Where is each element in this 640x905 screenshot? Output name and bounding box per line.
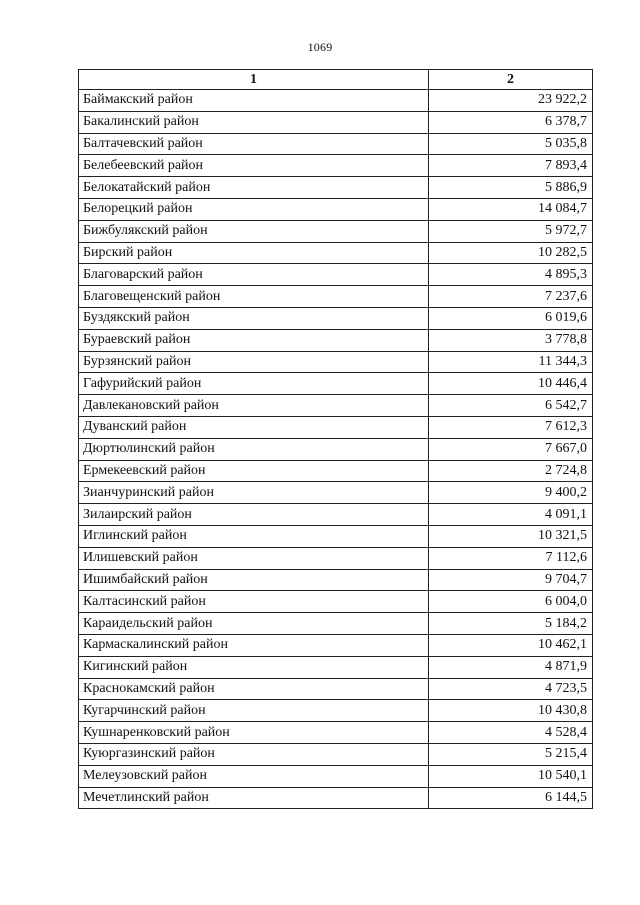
- amount-cell: 7 237,6: [429, 286, 593, 308]
- table-row: [79, 787, 593, 809]
- data-table: [78, 69, 593, 809]
- district-name-cell: Ишимбайский район: [79, 569, 429, 591]
- table-row: [79, 329, 593, 351]
- district-name-cell: Давлекановский район: [79, 395, 429, 417]
- district-name-cell: Благовещенский район: [79, 286, 429, 308]
- district-name-cell: Караидельский район: [79, 613, 429, 635]
- amount-cell: 10 430,8: [429, 700, 593, 722]
- table-row: [79, 591, 593, 613]
- table-row: [79, 569, 593, 591]
- amount-cell: 7 893,4: [429, 155, 593, 177]
- table-row: [79, 504, 593, 526]
- table-row: [79, 547, 593, 569]
- amount-cell: 7 667,0: [429, 438, 593, 460]
- table-row: [79, 525, 593, 547]
- amount-cell: 4 723,5: [429, 678, 593, 700]
- amount-cell: 7 112,6: [429, 547, 593, 569]
- amount-cell: 10 446,4: [429, 373, 593, 395]
- district-name-cell: Краснокамский район: [79, 678, 429, 700]
- district-name-cell: Зилаирский район: [79, 504, 429, 526]
- table-row: [79, 743, 593, 765]
- district-name-cell: Бурзянский район: [79, 351, 429, 373]
- amount-cell: 4 871,9: [429, 656, 593, 678]
- table-row: [79, 177, 593, 199]
- table-row: [79, 111, 593, 133]
- amount-cell: 5 184,2: [429, 613, 593, 635]
- district-name-cell: Балтачевский район: [79, 133, 429, 155]
- table-row: [79, 482, 593, 504]
- amount-cell: 6 144,5: [429, 787, 593, 809]
- district-name-cell: Бакалинский район: [79, 111, 429, 133]
- table-row: [79, 90, 593, 112]
- table-row: [79, 678, 593, 700]
- table-row: [79, 395, 593, 417]
- table-row: [79, 613, 593, 635]
- table-row: [79, 634, 593, 656]
- table-row: [79, 765, 593, 787]
- amount-cell: 5 972,7: [429, 220, 593, 242]
- table-body: [79, 90, 593, 809]
- table-header-row: [79, 70, 593, 90]
- district-name-cell: Калтасинский район: [79, 591, 429, 613]
- amount-cell: 4 091,1: [429, 504, 593, 526]
- amount-cell: 6 019,6: [429, 307, 593, 329]
- district-name-cell: Ермекеевский район: [79, 460, 429, 482]
- table-row: [79, 155, 593, 177]
- column-header-2: 2: [429, 70, 593, 90]
- district-name-cell: Дуванский район: [79, 416, 429, 438]
- district-name-cell: Гафурийский район: [79, 373, 429, 395]
- amount-cell: 5 035,8: [429, 133, 593, 155]
- district-name-cell: Кушнаренковский район: [79, 722, 429, 744]
- amount-cell: 7 612,3: [429, 416, 593, 438]
- amount-cell: 6 378,7: [429, 111, 593, 133]
- amount-cell: 6 542,7: [429, 395, 593, 417]
- district-name-cell: Белебеевский район: [79, 155, 429, 177]
- table-row: [79, 460, 593, 482]
- page-number: 1069: [307, 40, 333, 54]
- table-row: [79, 307, 593, 329]
- amount-cell: 9 400,2: [429, 482, 593, 504]
- table-row: [79, 220, 593, 242]
- table-row: [79, 722, 593, 744]
- amount-cell: 3 778,8: [429, 329, 593, 351]
- table-row: [79, 416, 593, 438]
- district-name-cell: Бижбулякский район: [79, 220, 429, 242]
- district-name-cell: Белорецкий район: [79, 198, 429, 220]
- amount-cell: 9 704,7: [429, 569, 593, 591]
- table-row: [79, 700, 593, 722]
- district-name-cell: Мечетлинский район: [79, 787, 429, 809]
- amount-cell: 4 528,4: [429, 722, 593, 744]
- table-row: [79, 286, 593, 308]
- district-name-cell: Кигинский район: [79, 656, 429, 678]
- table-row: [79, 133, 593, 155]
- table-row: [79, 351, 593, 373]
- amount-cell: 10 282,5: [429, 242, 593, 264]
- amount-cell: 10 462,1: [429, 634, 593, 656]
- table-row: [79, 264, 593, 286]
- column-header-1: 1: [79, 70, 429, 90]
- district-name-cell: Зианчуринский район: [79, 482, 429, 504]
- district-name-cell: Дюртюлинский район: [79, 438, 429, 460]
- amount-cell: 4 895,3: [429, 264, 593, 286]
- district-name-cell: Бураевский район: [79, 329, 429, 351]
- table-row: [79, 656, 593, 678]
- amount-cell: 6 004,0: [429, 591, 593, 613]
- amount-cell: 10 321,5: [429, 525, 593, 547]
- amount-cell: 2 724,8: [429, 460, 593, 482]
- district-name-cell: Буздякский район: [79, 307, 429, 329]
- amount-cell: 23 922,2: [429, 90, 593, 112]
- table-row: [79, 438, 593, 460]
- district-name-cell: Бирский район: [79, 242, 429, 264]
- district-name-cell: Куюргазинский район: [79, 743, 429, 765]
- amount-cell: 10 540,1: [429, 765, 593, 787]
- district-name-cell: Благоварский район: [79, 264, 429, 286]
- district-name-cell: Белокатайский район: [79, 177, 429, 199]
- amount-cell: 5 886,9: [429, 177, 593, 199]
- amount-cell: 11 344,3: [429, 351, 593, 373]
- table-row: [79, 198, 593, 220]
- district-name-cell: Баймакский район: [79, 90, 429, 112]
- district-name-cell: Кармаскалинский район: [79, 634, 429, 656]
- district-name-cell: Мелеузовский район: [79, 765, 429, 787]
- table-row: [79, 242, 593, 264]
- amount-cell: 14 084,7: [429, 198, 593, 220]
- district-name-cell: Кугарчинский район: [79, 700, 429, 722]
- district-name-cell: Илишевский район: [79, 547, 429, 569]
- amount-cell: 5 215,4: [429, 743, 593, 765]
- district-name-cell: Иглинский район: [79, 525, 429, 547]
- table-row: [79, 373, 593, 395]
